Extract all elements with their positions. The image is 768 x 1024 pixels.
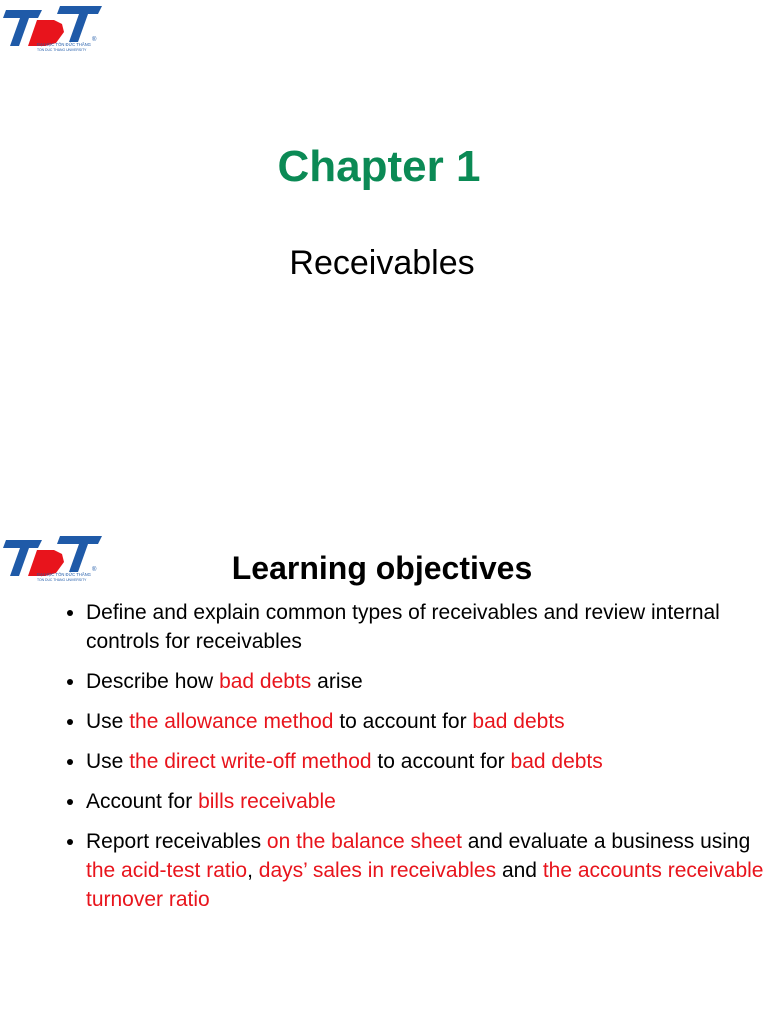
objective-item: • Account for bills receivable (86, 787, 766, 816)
highlight-term: the acid-test ratio (86, 859, 248, 882)
svg-text:®: ® (92, 37, 97, 43)
highlight-term: days’ sales in receivables (258, 859, 497, 882)
svg-text:ĐẠI HỌC TÔN ĐỨC THẮNG: ĐẠI HỌC TÔN ĐỨC THẮNG (37, 42, 91, 47)
objective-item: • Report receivables on the balance sheet and evaluate a business using the acid-test ratio, days’ sales in receivables and the accounts receivable turnover ratio (86, 827, 766, 914)
highlight-term: on the balance sheet (266, 830, 462, 853)
highlight-term: bad debts (219, 670, 312, 693)
svg-text:TON DUC THANG UNIVERSITY: TON DUC THANG UNIVERSITY (37, 578, 87, 582)
objective-item: • Use the direct write-off method to account for bad debts (86, 747, 766, 776)
learning-objectives-title: Learning objectives (231, 550, 533, 586)
objectives-list (60, 598, 766, 925)
university-logo (2, 0, 102, 56)
highlight-term: bad debts (472, 710, 565, 733)
slide-learning-objectives (0, 512, 768, 1024)
objective-item: • Use the allowance method to account for bad debts (86, 707, 766, 736)
objective-item: • Define and explain common types of receivables and review internal controls for receivables (86, 598, 766, 656)
svg-text:ĐẠI HỌC TÔN ĐỨC THẮNG: ĐẠI HỌC TÔN ĐỨC THẮNG (37, 572, 91, 577)
highlight-term: bills receivable (198, 790, 336, 813)
chapter-subtitle: Receivables (289, 244, 475, 282)
highlight-term: the allowance method (129, 710, 334, 733)
svg-text:®: ® (92, 567, 97, 573)
highlight-term: the accounts receivable turnover ratio (86, 859, 764, 911)
highlight-term: bad debts (510, 750, 603, 773)
chapter-title: Chapter 1 (277, 142, 481, 191)
highlight-term: the direct write-off method (129, 750, 372, 773)
objective-item: • Describe how bad debts arise (86, 667, 766, 696)
svg-text:TON DUC THANG UNIVERSITY: TON DUC THANG UNIVERSITY (37, 48, 87, 52)
